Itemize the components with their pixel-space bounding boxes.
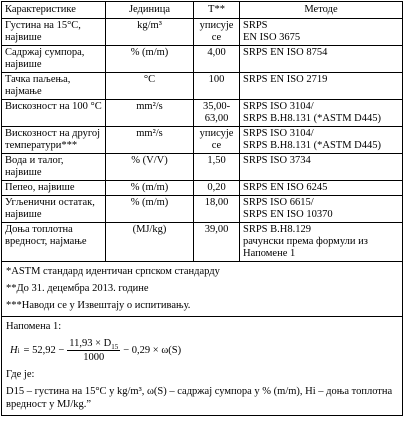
formula-fraction [67, 337, 120, 364]
header-unit: Јединица [106, 2, 194, 19]
table-row [2, 223, 403, 262]
formula-eq-start: = 52,92 − [23, 345, 65, 356]
formula-denominator: 1000 [83, 352, 105, 363]
heating-value-formula: H i = 52,92 − $\frac{11,93 \times D_{15}}{1000}$ − 0,29 × ω(S) [10, 338, 182, 363]
footnote-deadline: **До 31. децембра 2013. године [6, 283, 149, 294]
table-row [2, 154, 403, 181]
method-cell: SRPS EN ISO 3675 [240, 19, 403, 46]
characteristic-cell: Садржај сумпора, највише [2, 46, 106, 73]
formula-numerator-sub: 15 [111, 343, 119, 352]
note-1-block [1, 317, 403, 416]
method-cell: SRPS EN ISO 8754 [240, 46, 403, 73]
characteristic-cell: Доња топлотна вредност, најмање [2, 223, 106, 262]
formula-explanation: D15 – густина на 15°C у kg/m³, ω(S) – садржај сумпора у % (m/m), Hi – доња топлотна вредност у MJ/kg.” [6, 386, 393, 410]
table-row [2, 127, 403, 154]
table-row [2, 100, 403, 127]
method-cell: SRPS ISO 3104/ SRPS B.H8.131 (*ASTM D445) [240, 100, 403, 127]
characteristic-cell: Вискозност на 100 °C [2, 100, 106, 127]
document-page [1, 1, 403, 416]
formula-eq-end: − 0,29 × ω(S) [123, 345, 182, 356]
formula-numerator [67, 337, 120, 351]
unit-cell: °C [106, 73, 194, 100]
footnote-astm: *ASTM стандард идентичан српском стандарду [6, 266, 220, 277]
method-cell: SRPS EN ISO 2719 [240, 73, 403, 100]
formula-lhs: H [10, 345, 18, 356]
method-cell: SRPS ISO 6615/ SRPS EN ISO 10370 [240, 196, 403, 223]
method-cell: SRPS B.H8.129 рачунски према формули из Напомене 1 [240, 223, 403, 262]
characteristic-cell: Вискозност на другој температури*** [2, 127, 106, 154]
t-value-cell: уписује се [194, 19, 240, 46]
unit-cell: mm²/s [106, 100, 194, 127]
unit-cell: kg/m³ [106, 19, 194, 46]
table-header-row [2, 2, 403, 19]
unit-cell: % (m/m) [106, 46, 194, 73]
characteristic-cell: Густина на 15°C, највише [2, 19, 106, 46]
unit-cell: % (m/m) [106, 196, 194, 223]
table-row [2, 181, 403, 196]
where-label: Где је: [6, 369, 35, 380]
table-row [2, 46, 403, 73]
table-row [2, 73, 403, 100]
characteristic-cell: Пепео, највише [2, 181, 106, 196]
note-1-heading: Напомена 1: [6, 321, 62, 332]
specification-table [1, 1, 403, 262]
t-value-cell: уписује се [194, 127, 240, 154]
header-methods: Методе [240, 2, 403, 19]
method-cell: SRPS ISO 3734 [240, 154, 403, 181]
method-cell: SRPS ISO 3104/ SRPS B.H8.131 (*ASTM D445) [240, 127, 403, 154]
t-value-cell: 100 [194, 73, 240, 100]
table-row [2, 196, 403, 223]
footnote-report: ***Наводи се у Извештају о испитивању. [6, 300, 191, 311]
unit-cell: (MJ/kg) [106, 223, 194, 262]
t-value-cell: 18,00 [194, 196, 240, 223]
unit-cell: % (m/m) [106, 181, 194, 196]
header-characteristics: Карактеристике [2, 2, 106, 19]
table-row [2, 19, 403, 46]
t-value-cell: 0,20 [194, 181, 240, 196]
unit-cell: mm²/s [106, 127, 194, 154]
t-value-cell: 35,00-63,00 [194, 100, 240, 127]
unit-cell: % (V/V) [106, 154, 194, 181]
header-t: Т** [194, 2, 240, 19]
t-value-cell: 39,00 [194, 223, 240, 262]
method-cell: SRPS EN ISO 6245 [240, 181, 403, 196]
formula-numerator-text: 11,93 × D [69, 338, 112, 349]
characteristic-cell: Тачка паљења, најмање [2, 73, 106, 100]
t-value-cell: 1,50 [194, 154, 240, 181]
characteristic-cell: Угљенични остатак, највише [2, 196, 106, 223]
t-value-cell: 4,00 [194, 46, 240, 73]
characteristic-cell: Вода и талог, највише [2, 154, 106, 181]
footnotes [1, 262, 403, 317]
